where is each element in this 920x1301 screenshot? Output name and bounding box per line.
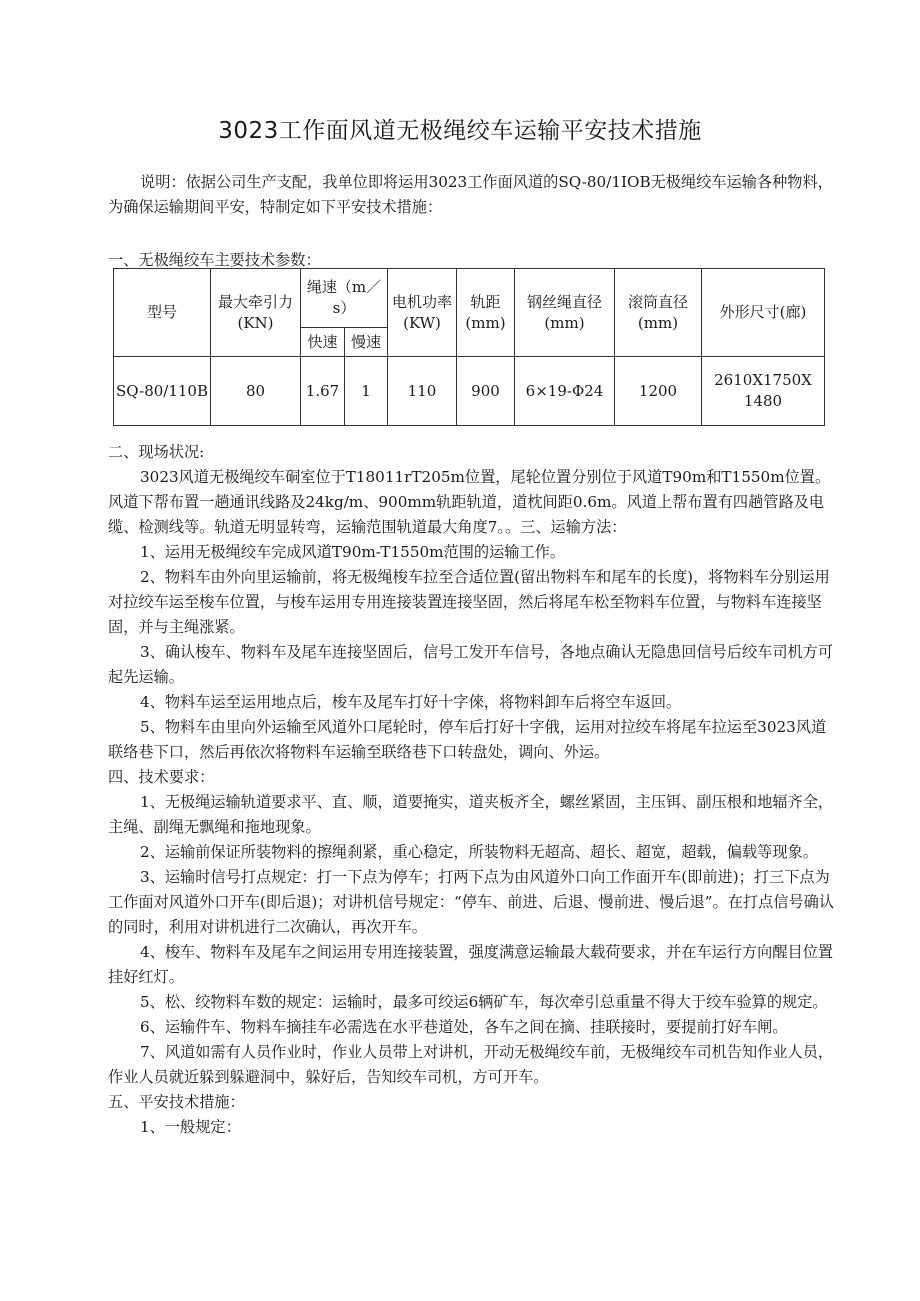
section-4-item: 7、风道如需有人员作业时，作业人员带上对讲机，开动无极绳绞车前，无极绳绞车司机告知作业人员，作业人员就近躲到躲避洞中，躲好后，告知绞车司机，方可开车。 (108, 1043, 834, 1086)
header-rope: 钢丝绳直径(mm) (515, 269, 615, 357)
cell-drum: 1200 (615, 357, 702, 426)
section-1-heading: 一、无极绳绞车主要技术参数： (108, 251, 321, 269)
header-gauge: 轨距(mm) (457, 269, 515, 357)
cell-power: 110 (388, 357, 457, 426)
header-drum: 滚筒直径(mm) (615, 269, 702, 357)
cell-rope: 6×19-Φ24 (515, 357, 615, 426)
header-slow: 慢速 (345, 328, 388, 357)
header-model: 型号 (114, 269, 211, 357)
section-4-item: 3、运输时信号打点规定：打一下点为停车；打两下点为由风道外口向工作面开车(即前进)；打三下点为工作面对风道外口开车(即后退)；对讲机信号规定：“停车、前进、后退、慢前进、慢后退”。在打点信号确认的同时，利用对讲机进行二次确认，再次开车。 (108, 868, 835, 936)
intro-block (108, 170, 836, 220)
section-5-heading: 五、平安技术措施： (108, 1093, 245, 1111)
section-3-item: 2、物料车由外向里运输前，将无极绳梭车拉至合适位置(留出物料车和尾车的长度)，将物料车分别运用对拉绞车运至梭车位置，与梭车运用专用连接装置连接坚固，然后将尾车松至物料车位置，与物料车连接坚固，并与主绳涨紧。 (108, 568, 830, 636)
section-4-item: 5、松、绞物料车数的规定：运输时，最多可绞运6辆矿车，每次牵引总重量不得大于绞车验算的规定。 (140, 993, 828, 1011)
section-2-paragraph: 3023风道无极绳绞车硐室位于T18011rT205m位置，尾轮位置分别位于风道T90m和T1550m位置。风道下帮布置一趟通讯线路及24kg/m、900mm轨距轨道，道枕间距0.6m。风道上帮布置有四趟管路及电缆、检测线等。轨道无明显转弯，运输范围轨道最大角度7。。三、运输方法： (108, 468, 831, 536)
section-3-item: 5、物料车由里向外运输至风道外口尾轮时，停车后打好十字俄，运用对拉绞车将尾车拉运至3023风道联络巷下口，然后再依次将物料车运输至联络巷下口转盘处，调向、外运。 (108, 718, 827, 761)
header-speed: 绳速（m／s） (301, 269, 388, 328)
header-force: 最大牵引力(KN) (211, 269, 301, 357)
main-body (108, 440, 836, 1140)
section-2-heading: 二、现场状况: (108, 443, 205, 461)
table-header-row (114, 269, 825, 328)
page-title: 3023工作面风道无极绳绞车运输平安技术措施 (218, 118, 702, 144)
section-4-heading: 四、技术要求： (108, 768, 215, 786)
table-row (114, 357, 825, 426)
header-power: 电机功率(KW) (388, 269, 457, 357)
section-3-item: 3、确认梭车、物料车及尾车连接坚固后，信号工发开车信号，各地点确认无隐患回信号后绞车司机方可起先运输。 (108, 643, 834, 686)
section-4-item: 2、运输前保证所装物料的擦绳刹紧，重心稳定，所装物料无超高、超长、超宽，超载，偏载等现象。 (140, 843, 818, 861)
header-dimensions: 外形尺寸(廊) (702, 269, 825, 357)
header-fast: 快速 (301, 328, 345, 357)
section-3-item: 4、物料车运至运用地点后，梭车及尾车打好十字倈，将物料卸车后将空车返回。 (140, 693, 682, 711)
cell-slow: 1 (345, 357, 388, 426)
section-4-item: 6、运输件车、物料车摘挂车必需选在水平巷道处，各车之间在摘、挂联接时，要提前打好车闸。 (140, 1018, 788, 1036)
cell-force: 80 (211, 357, 301, 426)
cell-gauge: 900 (457, 357, 515, 426)
section-3-item: 1、运用无极绳绞车完成风道T90m-T1550m范围的运输工作。 (140, 543, 566, 561)
parameter-table (113, 268, 825, 426)
section-5-subheading: 1、一般规定： (140, 1118, 241, 1136)
intro-paragraph: 说明：依据公司生产支配，我单位即将运用3023工作面风道的SQ-80/1IOB无极绳绞车运输各种物料，为确保运输期间平安，特制定如下平安技术措施： (108, 173, 833, 216)
cell-fast: 1.67 (301, 357, 345, 426)
cell-dimensions: 2610X1750X 1480 (702, 357, 825, 426)
section-4-item: 1、无极绳运输轨道要求平、直、顺，道要掩实，道夹板齐全，螺丝紧固，主压铒、副压根和地辐齐全，主绳、副绳无飘绳和拖地现象。 (108, 793, 834, 836)
section-4-item: 4、梭车、物料车及尾车之间运用专用连接装置，强度满意运输最大载荷要求，并在车运行方向醒目位置挂好红灯。 (108, 943, 834, 986)
cell-model: SQ-80/110B (114, 357, 211, 426)
